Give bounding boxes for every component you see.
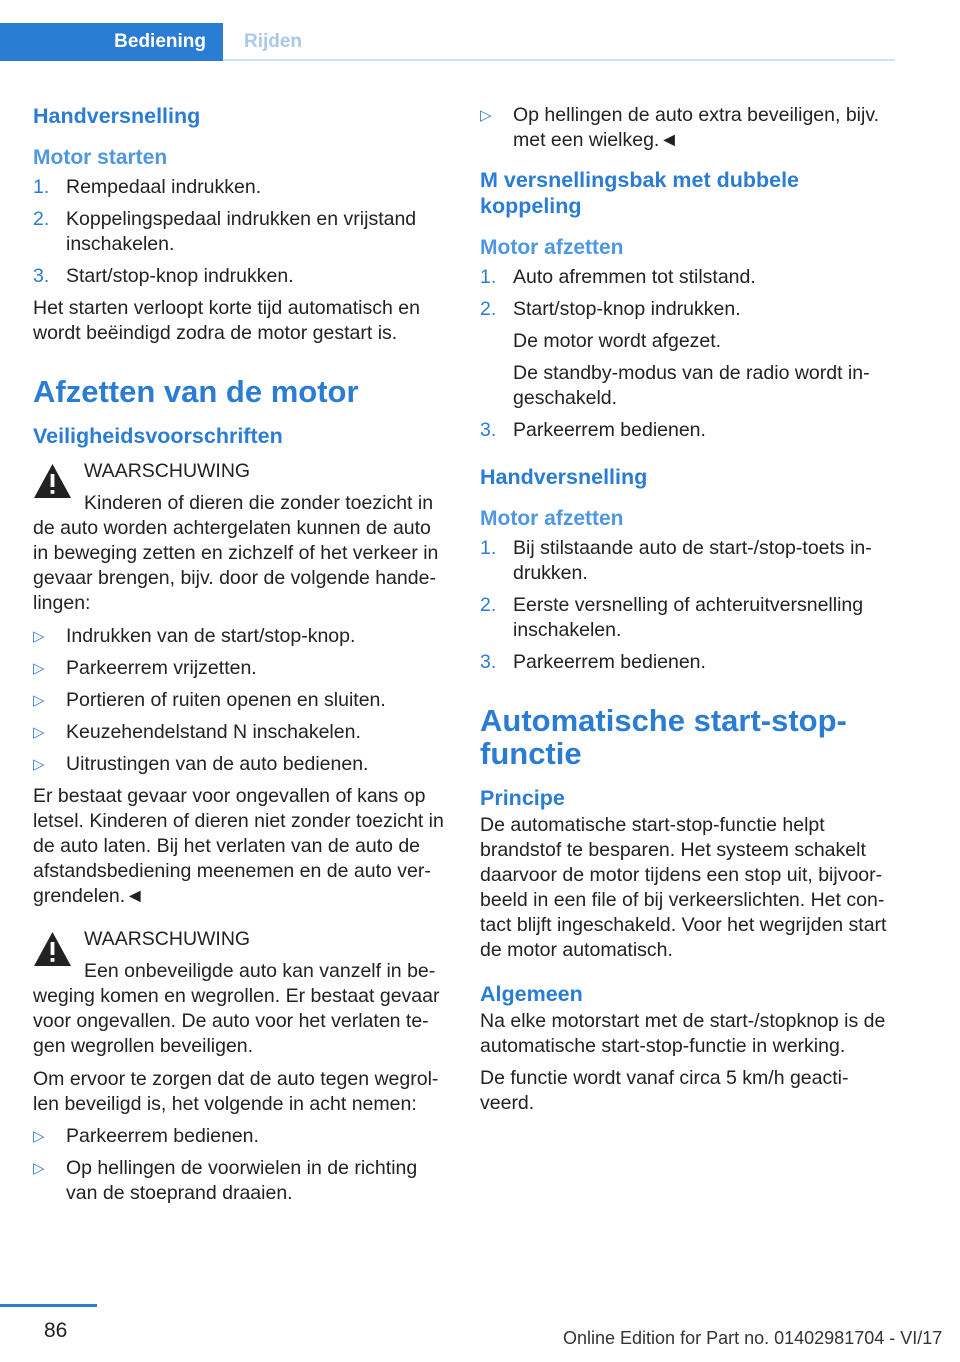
bullet-triangle-icon: ▷	[33, 756, 45, 773]
list-number: 3.	[480, 419, 497, 441]
heading-motor-afzetten: Motor afzetten	[480, 236, 624, 259]
list-item-text: Start/stop-knop indrukken.	[513, 298, 741, 320]
list-item-text: Auto afremmen tot stilstand.	[513, 266, 756, 288]
list-item-text: Eerste versnelling of achteruitversnelling inschakelen.	[513, 594, 864, 641]
hand-steps-list	[480, 536, 896, 675]
list-item	[480, 536, 896, 586]
warning-title: WAARSCHUWING	[84, 460, 251, 482]
principe-text: De automatische start-stop-functie helpt brandstof te besparen. Het systeem schakelt daarvoor de motor tijdens een stop uit, bijvoorbeeld in een file of bij verkeerslichten. Het contact blijft ingeschakeld. Voor het wegrijden start de motor automatisch.	[480, 814, 887, 961]
footer-rule	[0, 1304, 97, 1307]
list-item-text: Op hellingen de voorwielen in de richting van de stoeprand draaien.	[66, 1157, 418, 1204]
tab-bediening[interactable]: Bediening	[0, 23, 223, 61]
list-item	[33, 175, 449, 200]
bullet-triangle-icon: ▷	[33, 1128, 45, 1145]
list-number: 2.	[480, 594, 497, 616]
list-number: 2.	[33, 208, 50, 230]
list-item-text: Portieren of ruiten openen en sluiten.	[66, 689, 386, 711]
list-item-text: Parkeerrem vrijzetten.	[66, 657, 257, 679]
heading-afzetten-van-de-motor: Afzetten van de motor	[33, 374, 359, 409]
list-number: 3.	[33, 265, 50, 287]
left-column	[33, 103, 449, 1213]
list-item	[33, 656, 449, 681]
heading-algemeen: Algemeen	[480, 982, 583, 1006]
list-item	[33, 207, 449, 257]
list-item	[33, 1156, 449, 1206]
algemeen-paragraph-1: Na elke motorstart met de start-/stopknop is de automatische start-stop-functie in werking.	[480, 1010, 886, 1057]
warning-triangle-icon	[33, 463, 72, 499]
heading-veiligheidsvoorschriften: Veiligheidsvoorschriften	[33, 424, 283, 448]
list-number: 2.	[480, 298, 497, 320]
warning-block-1	[33, 459, 449, 616]
list-number: 1.	[480, 266, 497, 288]
list-item	[33, 1124, 449, 1149]
warning-text-line: Een onbeveiligde auto kan vanzelf in be‐	[84, 960, 436, 982]
list-item-text: Parkeerrem bedienen.	[513, 651, 706, 673]
heading-m-versnellingsbak: M versnellingsbak met dubbele koppeling	[480, 168, 800, 218]
list-item	[33, 720, 449, 745]
list-item-text: Rempedaal indrukken.	[66, 176, 262, 198]
list-number: 1.	[33, 176, 50, 198]
list-number: 1.	[480, 537, 497, 559]
warning2-list	[33, 1124, 449, 1206]
bullet-triangle-icon: ▷	[33, 692, 45, 709]
list-item-text: Bij stilstaande auto de start-/stop-toets indrukken.	[513, 537, 872, 584]
list-number: 3.	[480, 651, 497, 673]
list-item	[33, 688, 449, 713]
warning-block-2	[33, 927, 449, 1059]
start-steps-list	[33, 175, 449, 289]
list-item	[480, 593, 896, 643]
list-item-text: Uitrustingen van de auto bedienen.	[66, 753, 369, 775]
list-item	[480, 265, 896, 290]
list-item	[33, 752, 449, 777]
bullet-triangle-icon: ▷	[33, 1160, 45, 1177]
edition-footer: Online Edition for Part no. 01402981704 - VI/17	[563, 1328, 943, 1348]
list-item	[480, 650, 896, 675]
warning-text-line: Kinderen of dieren die zonder toezicht in	[84, 492, 434, 514]
list-item	[480, 418, 896, 443]
list-item-subtext: De standby-modus van de radio wordt ingeschakeld.	[513, 362, 870, 409]
warning-title: WAARSCHUWING	[84, 928, 251, 950]
warning1-list	[33, 624, 449, 777]
bullet-triangle-icon: ▷	[33, 724, 45, 741]
list-item	[480, 297, 896, 411]
warning2-intro: Om ervoor te zorgen dat de auto tegen wegrollen beveiligd is, het volgende in acht nemen:	[33, 1068, 439, 1115]
tab-rijden[interactable]: Rijden	[243, 31, 303, 52]
tab-bar	[0, 23, 895, 61]
list-item-text: Keuzehendelstand N inschakelen.	[66, 721, 361, 743]
continued-list	[480, 103, 896, 153]
list-item-text: Parkeerrem bedienen.	[513, 419, 706, 441]
heading-handversnelling: Handversnelling	[480, 465, 648, 489]
warning-text: de auto worden achtergelaten kunnen de auto in beweging zetten en zichzelf of het verkeer in gevaar brengen, bijv. door de volgende handelingen:	[33, 517, 439, 614]
warning-triangle-icon	[33, 931, 72, 967]
warning-text: weging komen en wegrollen. Er bestaat gevaar voor ongevallen. De auto voor het verlaten tegen wegrollen beveiligen.	[33, 985, 440, 1057]
page-number: 86	[44, 1319, 68, 1342]
bullet-triangle-icon: ▷	[33, 660, 45, 677]
list-item	[480, 103, 896, 153]
bullet-triangle-icon: ▷	[33, 628, 45, 645]
heading-principe: Principe	[480, 786, 565, 810]
mbak-steps-list	[480, 265, 896, 443]
heading-motor-afzetten: Motor afzetten	[480, 507, 624, 530]
heading-automatische-start-stop: Automatische start-stop-functie	[480, 703, 847, 771]
heading-handversnelling: Handversnelling	[33, 104, 201, 128]
list-item	[33, 624, 449, 649]
heading-motor-starten: Motor starten	[33, 146, 168, 169]
list-item-subtext: De motor wordt afgezet.	[513, 330, 722, 352]
right-column	[480, 103, 896, 1123]
list-item-text: Op hellingen de auto extra beveiligen, bijv. met een wielkeg.◄	[513, 104, 880, 151]
list-item	[33, 264, 449, 289]
start-note: Het starten verloopt korte tijd automatisch en wordt beëindigd zodra de motor gestart is.	[33, 297, 420, 344]
list-item-text: Koppelingspedaal indrukken en vrijstand inschakelen.	[66, 208, 417, 255]
list-item-text: Parkeerrem bedienen.	[66, 1125, 259, 1147]
algemeen-paragraph-2: De functie wordt vanaf circa 5 km/h geactiveerd.	[480, 1067, 849, 1114]
list-item-text: Indrukken van de start/stop-knop.	[66, 625, 356, 647]
warning1-tail: Er bestaat gevaar voor ongevallen of kans op letsel. Kinderen of dieren niet zonder toezicht in de auto laten. Bij het verlaten van de auto de afstandsbediening meenemen en de auto vergrendelen.◄	[33, 785, 444, 907]
list-item-text: Start/stop-knop indrukken.	[66, 265, 294, 287]
bullet-triangle-icon: ▷	[480, 107, 492, 124]
